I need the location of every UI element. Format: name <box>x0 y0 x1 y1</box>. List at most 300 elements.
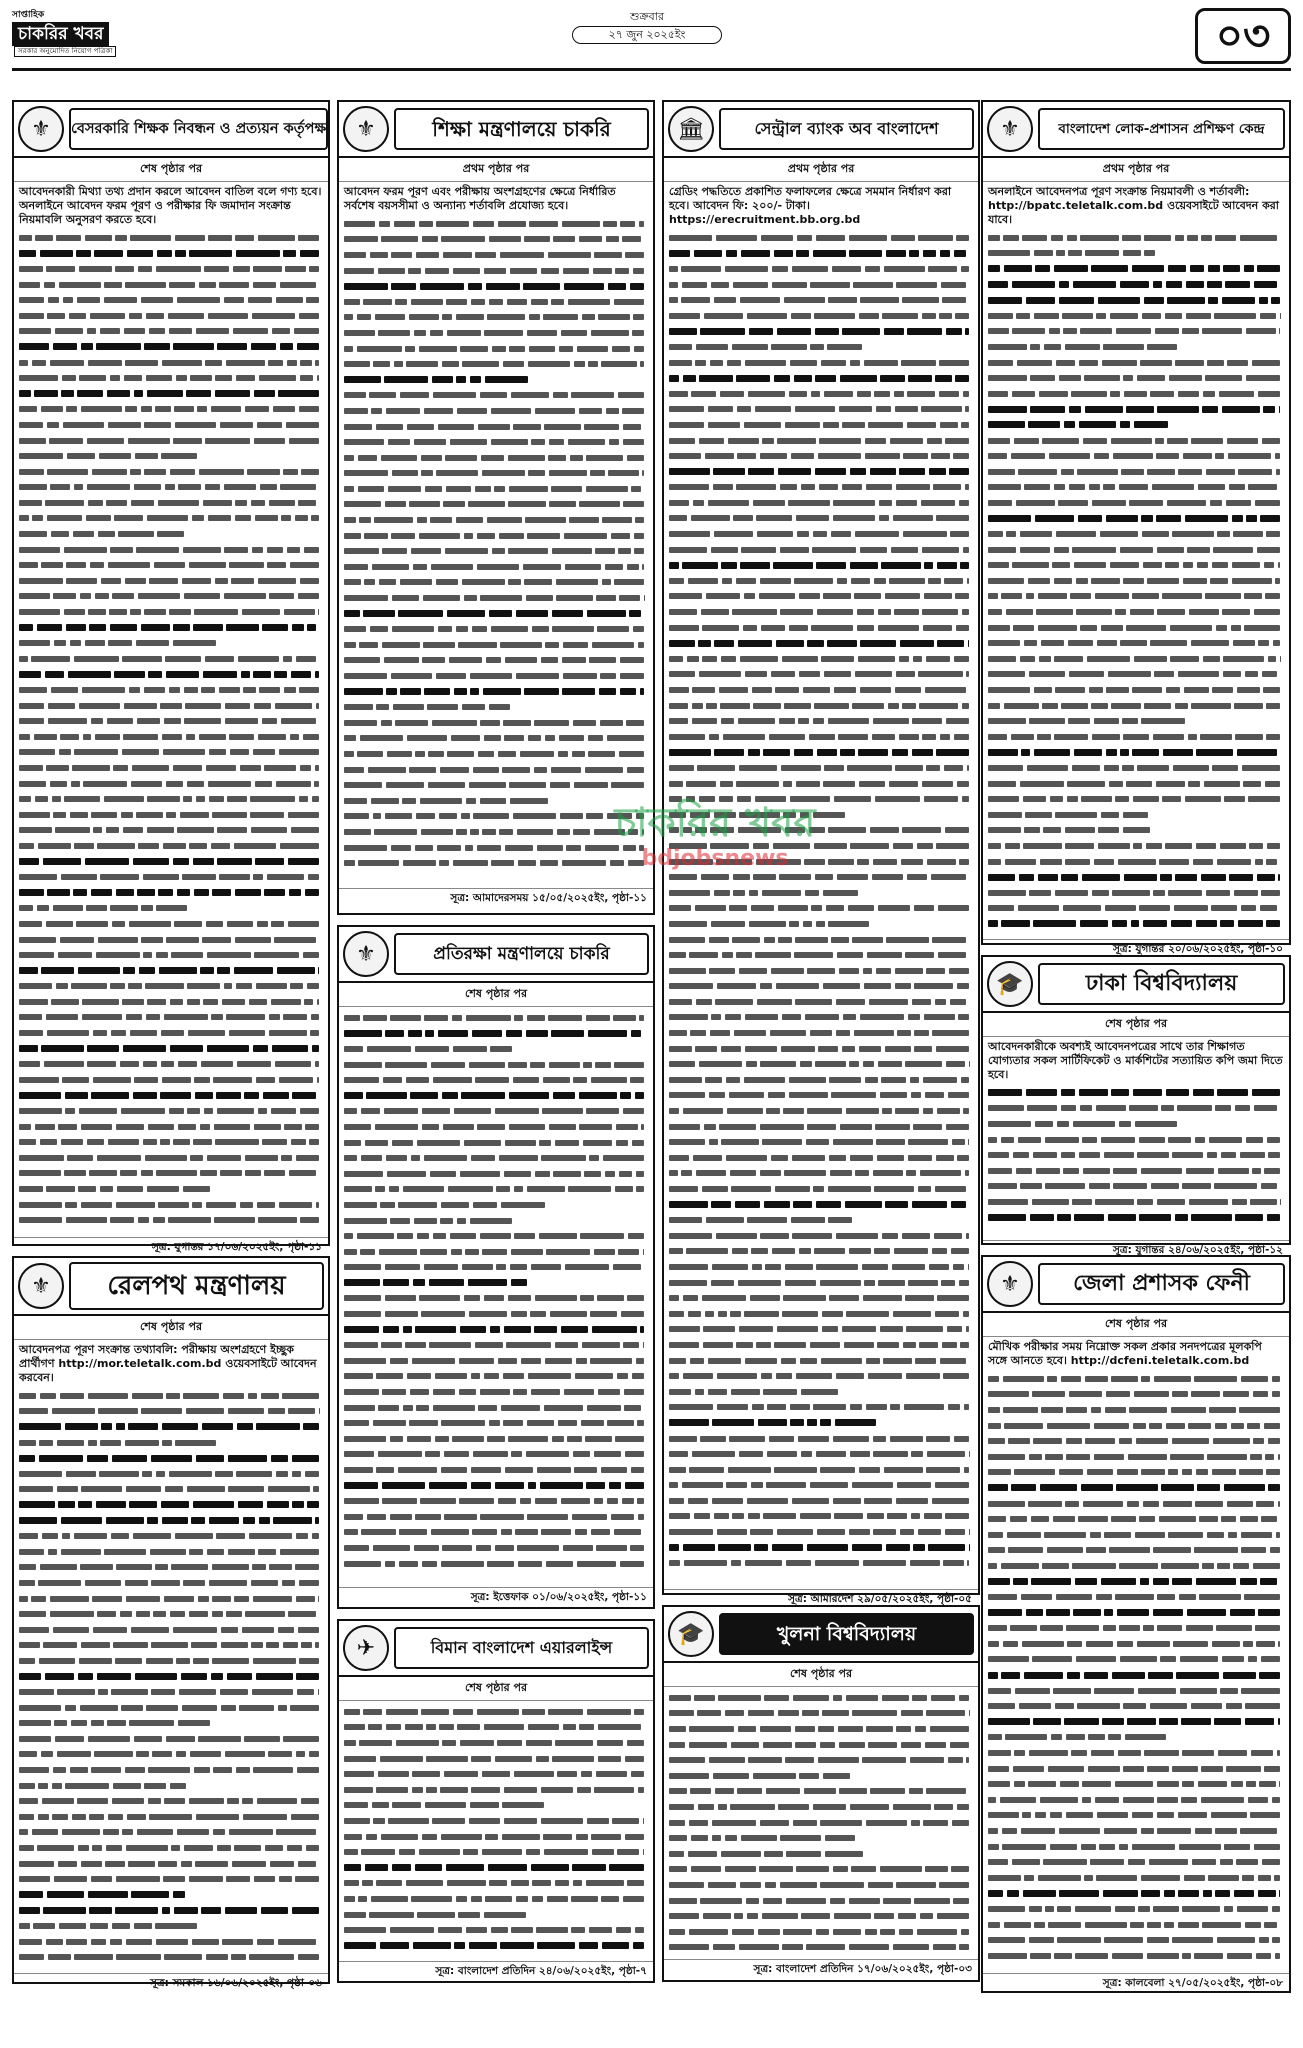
text-line <box>344 1057 648 1073</box>
text-line <box>19 776 323 792</box>
ad-dc-feni <box>981 1255 1291 1993</box>
text-line <box>988 1179 1284 1195</box>
text-line <box>988 1776 1284 1792</box>
text-line <box>669 620 973 636</box>
ad-body-text <box>339 1701 653 1961</box>
text-line <box>344 294 648 310</box>
text-line <box>669 230 973 246</box>
text-line <box>669 1924 973 1940</box>
text-line <box>669 292 973 308</box>
text-line <box>19 230 323 246</box>
text-line <box>988 370 1284 386</box>
ad-title: বেসরকারি শিক্ষক নিবন্ধন ও প্রত্যয়ন কর্তৃপক্ষ <box>69 108 328 150</box>
text-line <box>344 793 648 809</box>
text-line <box>344 1260 648 1276</box>
text-line <box>19 682 323 698</box>
text-line <box>344 855 648 871</box>
column-4 <box>981 100 1291 2003</box>
text-line <box>669 807 973 823</box>
text-line <box>344 699 648 715</box>
continued-label: শেষ পৃষ্ঠার পর <box>339 1677 653 1701</box>
text-line <box>669 1212 973 1228</box>
ad-source: সূত্র: যুগান্তর ২০/০৬/২০২৫ইং, পৃষ্ঠা-১০ <box>983 939 1289 961</box>
text-line <box>669 557 973 573</box>
continued-label: শেষ পৃষ্ঠার পর <box>14 158 328 182</box>
text-line <box>344 1509 648 1525</box>
text-line <box>344 434 648 450</box>
ad-title: বাংলাদেশ লোক-প্রশাসন প্রশিক্ষণ কেন্দ্র <box>1038 108 1285 150</box>
text-line <box>669 1134 973 1150</box>
text-line <box>988 1147 1284 1163</box>
text-line <box>344 356 648 372</box>
ad-source: সূত্র: সমকাল ১৬/০৬/২০২৫ইং, পৃষ্ঠা-০৬ <box>14 1973 328 1995</box>
text-line <box>344 1704 648 1720</box>
text-line <box>669 1690 973 1706</box>
text-line <box>988 292 1284 308</box>
text-line <box>669 1322 973 1338</box>
text-line <box>19 1134 323 1150</box>
text-line <box>19 1041 323 1057</box>
text-line <box>344 1182 648 1198</box>
text-line <box>669 1940 973 1956</box>
text-line <box>19 1103 323 1119</box>
text-line <box>19 542 323 558</box>
masthead-title: চাকরির খবর <box>12 22 109 46</box>
text-line <box>669 246 973 262</box>
text-line <box>344 1369 648 1385</box>
text-line <box>988 542 1284 558</box>
ad-header <box>14 102 328 158</box>
text-line <box>988 1194 1284 1210</box>
text-line <box>669 729 973 745</box>
text-line <box>669 1555 973 1571</box>
text-line <box>19 402 323 418</box>
government-seal-icon: ⚜ <box>18 1263 64 1309</box>
text-line <box>344 559 648 575</box>
text-line <box>344 388 648 404</box>
text-line <box>988 464 1284 480</box>
text-line <box>669 433 973 449</box>
text-line <box>19 823 323 839</box>
text-line <box>19 885 323 901</box>
text-line <box>19 433 323 449</box>
text-line <box>344 1291 648 1307</box>
text-lines <box>19 1388 323 1970</box>
text-line <box>344 232 648 248</box>
text-line <box>344 1104 648 1120</box>
text-line <box>344 824 648 840</box>
text-line <box>669 511 973 527</box>
text-line <box>344 1798 648 1814</box>
text-line <box>988 1210 1284 1226</box>
ad-lead-text: আবেদনকারীকে অবশ্যই আবেদনপত্রের সাথে তার শিক্ষাগত যোগ্যতার সকল সার্টিফিকেট ও মার্কশিটের সত্যায়িত কপি জমা দিতে হবে। <box>988 1040 1283 1081</box>
text-line <box>344 1306 648 1322</box>
text-line <box>19 495 323 511</box>
text-line <box>344 715 648 731</box>
text-line <box>344 512 648 528</box>
text-line <box>344 543 648 559</box>
text-line <box>344 1907 648 1923</box>
ad-body-text <box>664 1687 978 1959</box>
text-line <box>669 1150 973 1166</box>
text-line <box>19 1918 323 1934</box>
text-line <box>19 417 323 433</box>
text-line <box>988 1698 1284 1714</box>
text-line <box>19 1903 323 1919</box>
ad-header <box>983 102 1289 158</box>
text-lines <box>988 230 1284 936</box>
text-line <box>669 1737 973 1753</box>
ad-lead-text: আবেদনপত্র পূরণ সংক্রান্ত তথ্যাবলি: পরীক্ষায় অংশগ্রহণে ইচ্ছুক প্রার্থীগণ http://mor.teletalk.com.bd ওয়েবসাইটে আবেদন করবেন। <box>19 1343 317 1384</box>
text-line <box>19 1778 323 1794</box>
text-line <box>988 1163 1284 1179</box>
text-line <box>19 1762 323 1778</box>
text-line <box>344 1431 648 1447</box>
ad-bpatc <box>981 100 1291 955</box>
bank-logo-icon: 🏛 <box>668 106 714 152</box>
text-line <box>988 1667 1284 1683</box>
text-line <box>988 1839 1284 1855</box>
text-line <box>988 1387 1284 1403</box>
ad-source: সূত্র: বাংলাদেশ প্রতিদিন ২৪/০৬/২০২৫ইং, পৃষ্ঠা-৭ <box>339 1961 653 1983</box>
text-line <box>988 1808 1284 1824</box>
text-line <box>669 1072 973 1088</box>
text-line <box>344 1228 648 1244</box>
text-line <box>988 1574 1284 1590</box>
text-line <box>19 1653 323 1669</box>
text-line <box>19 1575 323 1591</box>
text-line <box>344 1751 648 1767</box>
text-line <box>19 791 323 807</box>
text-line <box>669 1462 973 1478</box>
ad-header <box>983 1257 1289 1313</box>
text-line <box>988 916 1284 932</box>
government-seal-icon: ⚜ <box>987 1261 1033 1307</box>
text-line <box>669 916 973 932</box>
text-line <box>344 403 648 419</box>
text-line <box>988 604 1284 620</box>
ad-ntrca <box>12 100 330 1253</box>
text-line <box>669 1721 973 1737</box>
ad-lead-text: মৌখিক পরীক্ষার সময় নিম্নোক্ত সকল প্রকার সনদপত্রের মূলকপি সঙ্গে আনতে হবে। http://dcfeni.teletalk.com.bd <box>988 1340 1262 1367</box>
university-logo-icon: 🎓 <box>668 1611 714 1657</box>
text-line <box>344 575 648 591</box>
text-line <box>669 776 973 792</box>
airline-logo-icon: ✈ <box>343 1625 389 1671</box>
text-line <box>344 1119 648 1135</box>
text-line <box>669 589 973 605</box>
text-line <box>344 497 648 513</box>
text-line <box>669 1166 973 1182</box>
text-line <box>669 1877 973 1893</box>
text-line <box>669 1275 973 1291</box>
government-seal-icon: ⚜ <box>987 106 1033 152</box>
text-line <box>988 682 1284 698</box>
text-line <box>344 1088 648 1104</box>
text-line <box>988 729 1284 745</box>
text-line <box>344 1891 648 1907</box>
text-line <box>988 246 1284 262</box>
ad-source: সূত্র: আমারদেশ ২৯/০৫/২০২৫ইং, পৃষ্ঠা-০৫ <box>664 1589 978 1611</box>
text-line <box>988 1558 1284 1574</box>
text-line <box>988 1418 1284 1434</box>
masthead-tagline: সরকার অনুমোদিত নিয়োগ পত্রিকা <box>14 46 116 57</box>
text-line <box>19 932 323 948</box>
text-line <box>988 1116 1284 1132</box>
text-line <box>669 713 973 729</box>
text-line <box>19 1591 323 1607</box>
text-line <box>19 355 323 371</box>
text-line <box>19 1010 323 1026</box>
text-line <box>19 760 323 776</box>
text-line <box>988 1636 1284 1652</box>
text-line <box>344 1026 648 1042</box>
text-line <box>669 1384 973 1400</box>
text-line <box>669 1197 973 1213</box>
text-line <box>988 261 1284 277</box>
text-line <box>669 1025 973 1041</box>
text-line <box>19 729 323 745</box>
text-line <box>669 370 973 386</box>
text-lines <box>344 1010 648 1584</box>
ad-title: ঢাকা বিশ্ববিদ্যালয় <box>1038 963 1285 1005</box>
text-line <box>669 1768 973 1784</box>
text-line <box>19 1544 323 1560</box>
text-line <box>344 263 648 279</box>
text-line <box>988 1101 1284 1117</box>
text-line <box>988 651 1284 667</box>
ad-header <box>339 927 653 983</box>
text-line <box>19 1181 323 1197</box>
text-line <box>344 1244 648 1260</box>
text-line <box>344 1275 648 1291</box>
text-line <box>669 1244 973 1260</box>
text-line <box>19 979 323 995</box>
text-line <box>988 386 1284 402</box>
text-line <box>19 1731 323 1747</box>
text-line <box>344 777 648 793</box>
text-line <box>988 1511 1284 1527</box>
text-line <box>669 1799 973 1815</box>
text-line <box>988 557 1284 573</box>
text-line <box>669 1337 973 1353</box>
text-line <box>19 1150 323 1166</box>
text-line <box>344 1384 648 1400</box>
text-line <box>669 838 973 854</box>
text-line <box>19 745 323 761</box>
text-line <box>19 1450 323 1466</box>
text-line <box>19 994 323 1010</box>
text-line <box>988 324 1284 340</box>
text-line <box>344 278 648 294</box>
ad-dhaka-university <box>981 955 1291 1256</box>
text-line <box>988 1823 1284 1839</box>
government-seal-icon: ⚜ <box>18 106 64 152</box>
text-line <box>669 1103 973 1119</box>
text-line <box>669 667 973 683</box>
ad-header <box>339 102 653 158</box>
text-line <box>344 637 648 653</box>
text-line <box>19 1404 323 1420</box>
text-line <box>669 1478 973 1494</box>
ad-source: সূত্র: বাংলাদেশ প্রতিদিন ১৭/০৬/২০২৫ইং, পৃষ্ঠা-০৩ <box>664 1959 978 1981</box>
text-line <box>988 635 1284 651</box>
text-line <box>19 1871 323 1887</box>
text-line <box>669 1846 973 1862</box>
text-line <box>988 1132 1284 1148</box>
text-line <box>669 1259 973 1275</box>
text-line <box>19 292 323 308</box>
masthead-small-text: সাপ্তাহিক <box>12 10 45 20</box>
ad-source: সূত্র: আমাদেরসময় ১৫/০৫/২০২৫ইং, পৃষ্ঠা-১১ <box>339 888 653 910</box>
text-line <box>344 840 648 856</box>
ad-header <box>664 102 978 158</box>
government-seal-icon: ⚜ <box>343 931 389 977</box>
page-number: ০৩ <box>1195 8 1291 64</box>
text-line <box>988 1917 1284 1933</box>
ad-source: সূত্র: ইত্তেফাক ০১/০৬/২০২৫ইং, পৃষ্ঠা-১১ <box>339 1587 653 1609</box>
text-line <box>19 1388 323 1404</box>
text-line <box>19 854 323 870</box>
text-line <box>669 1010 973 1026</box>
watermark-line-1: চাকরির খবর <box>614 800 816 846</box>
text-line <box>19 1560 323 1576</box>
ad-body-text <box>339 213 653 888</box>
continued-label: শেষ পৃষ্ঠার পর <box>983 1013 1289 1037</box>
continued-label: শেষ পৃষ্ঠার পর <box>14 1316 328 1340</box>
text-line <box>669 1524 973 1540</box>
text-line <box>19 464 323 480</box>
text-line <box>19 1482 323 1498</box>
text-line <box>669 308 973 324</box>
text-line <box>344 1353 648 1369</box>
text-line <box>988 823 1284 839</box>
text-line <box>669 448 973 464</box>
text-line <box>19 713 323 729</box>
text-line <box>344 1478 648 1494</box>
text-line <box>669 1509 973 1525</box>
text-line <box>19 1513 323 1529</box>
text-line <box>344 450 648 466</box>
government-seal-icon: ⚜ <box>343 106 389 152</box>
text-line <box>344 1010 648 1026</box>
text-line <box>344 1166 648 1182</box>
column-3 <box>662 100 980 1992</box>
text-line <box>344 1041 648 1057</box>
text-line <box>669 277 973 293</box>
text-line <box>19 370 323 386</box>
text-line <box>669 355 973 371</box>
dateline-day: শুক্রবার <box>629 10 665 23</box>
text-line <box>669 823 973 839</box>
ad-khulna-university <box>662 1605 980 1982</box>
text-line <box>988 277 1284 293</box>
text-line <box>344 1415 648 1431</box>
text-line <box>344 1337 648 1353</box>
text-line <box>988 417 1284 433</box>
continued-label: প্রথম পৃষ্ঠার পর <box>983 158 1289 182</box>
text-line <box>344 762 648 778</box>
text-line <box>19 1419 323 1435</box>
text-line <box>19 1793 323 1809</box>
text-line <box>988 573 1284 589</box>
ad-title: প্রতিরক্ষা মন্ত্রণালয়ে চাকরি <box>394 933 649 975</box>
ad-body-text <box>983 1082 1289 1240</box>
text-line <box>19 1072 323 1088</box>
text-line <box>988 355 1284 371</box>
text-line <box>19 947 323 963</box>
text-line <box>19 1056 323 1072</box>
text-line <box>19 916 323 932</box>
text-line <box>344 1720 648 1736</box>
text-line <box>19 261 323 277</box>
text-line <box>669 651 973 667</box>
text-line <box>344 1844 648 1860</box>
text-line <box>19 1166 323 1182</box>
text-line <box>669 760 973 776</box>
text-line <box>988 1886 1284 1902</box>
text-line <box>344 1525 648 1541</box>
text-line <box>19 1088 323 1104</box>
ad-body-text <box>983 1368 1289 1973</box>
text-line <box>669 1306 973 1322</box>
text-lines <box>344 1704 648 1958</box>
text-line <box>988 1683 1284 1699</box>
text-line <box>344 1782 648 1798</box>
text-line <box>988 1714 1284 1730</box>
text-line <box>669 1181 973 1197</box>
text-line <box>988 1870 1284 1886</box>
text-line <box>344 1938 648 1954</box>
text-line <box>19 1197 323 1213</box>
text-line <box>669 963 973 979</box>
text-line <box>988 1730 1284 1746</box>
text-line <box>19 308 323 324</box>
text-line <box>988 1449 1284 1465</box>
text-line <box>344 1447 648 1463</box>
text-line <box>19 277 323 293</box>
text-line <box>344 247 648 263</box>
text-line <box>344 1322 648 1338</box>
text-line <box>669 885 973 901</box>
text-line <box>19 1622 323 1638</box>
text-line <box>344 372 648 388</box>
text-line <box>344 419 648 435</box>
text-line <box>988 869 1284 885</box>
text-line <box>669 1493 973 1509</box>
text-line <box>344 528 648 544</box>
text-line <box>988 308 1284 324</box>
ad-header <box>14 1258 328 1316</box>
text-line <box>19 1497 323 1513</box>
text-line <box>669 1290 973 1306</box>
dateline <box>572 10 722 44</box>
text-line <box>19 1435 323 1451</box>
text-line <box>669 1431 973 1447</box>
text-line <box>988 1854 1284 1870</box>
text-line <box>669 1119 973 1135</box>
ad-title: শিক্ষা মন্ত্রণালয়ে চাকরি <box>394 108 649 150</box>
text-line <box>344 621 648 637</box>
ad-body-text <box>14 227 328 1237</box>
text-line <box>19 386 323 402</box>
text-line <box>19 1825 323 1841</box>
text-line <box>988 885 1284 901</box>
text-line <box>19 1025 323 1041</box>
ad-lead-text: আবেদন ফরম পূরণ এবং পরীক্ষায় অংশগ্রহণের ক্ষেত্রে নির্ধারিত সর্বশেষ বয়সসীমা ও অন্যান্য শর্তাবলি প্রযোজ্য হবে। <box>344 185 616 212</box>
ad-source: সূত্র: যুগান্তর ১৭/০৬/২০২৫ইং, পৃষ্ঠা-১১ <box>14 1237 328 1259</box>
text-line <box>19 1934 323 1950</box>
